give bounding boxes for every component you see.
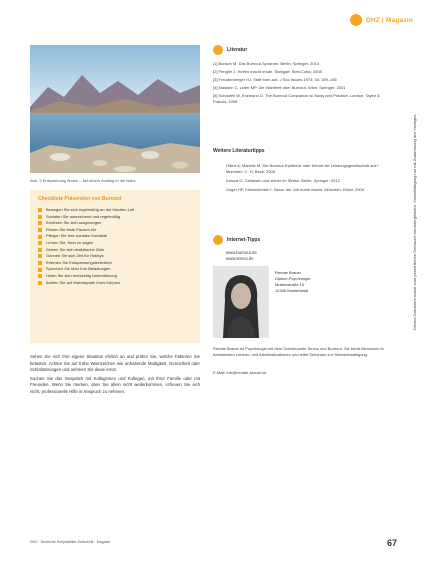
literature-heading: Literatur: [213, 45, 247, 55]
internet-links: [226, 250, 257, 262]
photo-caption: Abb. 2 Entspannung finden – bei einem Ausflug in die Natur: [30, 178, 136, 183]
literature-item: [2] Fengler J. Helfen macht müde. Stuttgart: Klett-Cotta; 2008: [213, 68, 322, 74]
literature-item: [1] Burisch M. Das Burnout-Syndrom. Berlin: Springer; 2014: [213, 61, 320, 66]
checkbox-icon: [38, 281, 42, 285]
more-literature-item: Kaluza G. Gelassen und sicher im Stress. Berlin: Springer; 2012: [226, 178, 340, 184]
checklist-item: Gönnen Sie sich Zeit für Hobbys: [38, 253, 192, 260]
literature-item: [4] Maslach C, Leiter MP. Die Wahrheit über Burnout. Wien: Springer; 2001: [213, 84, 346, 90]
checklist-item: Achten Sie auf Warnsignale Ihres Körpers: [38, 280, 192, 287]
checklist-item: Planen Sie feste Pausen ein: [38, 227, 192, 234]
web-link[interactable]: www.stress.de: [226, 256, 254, 261]
book-icon: [213, 45, 223, 55]
checklist-item: Lernen Sie, Nein zu sagen: [38, 240, 192, 247]
body-paragraph: Suchen Sie das Gespräch mit Kolleginnen und Kollegen, mit Ihrer Familie oder mit Freunden. Wenn Sie merken, dass Sie allein nicht weiterkommen, scheuen Sie sich nicht, professionelle Hilfe in Anspruch zu nehmen.: [30, 375, 200, 394]
checklist-item: Setzen Sie sich realistische Ziele: [38, 247, 192, 254]
checkbox-icon: [38, 261, 42, 265]
checklist-items: [38, 207, 192, 286]
burnout-checklist-box: [30, 190, 200, 343]
author-email[interactable]: E-Mail: info@renate-brauer.de: [213, 370, 267, 375]
author-bio: Renate Brauer ist Psychologin mit dem Schwerpunkt Stress und Burnout. Sie berät Menschen in belastenden Lebens- und Arbeitssituationen und leitet Seminare zur Stressbewältigung.: [213, 346, 384, 357]
author-address: Musterstraße 10: [275, 282, 305, 287]
checkbox-icon: [38, 268, 42, 272]
more-literature-list: [226, 163, 391, 197]
checkbox-icon: [38, 248, 42, 252]
author-role: Diplom-Psychologin: [275, 276, 311, 281]
magazine-title: DHZ | Magazin: [365, 16, 413, 24]
checkbox-icon: [38, 241, 42, 245]
author-name: Renate Brauer: [275, 270, 302, 275]
checklist-item: Erlernen Sie Entspannungstechniken: [38, 260, 192, 267]
landscape-photo: [30, 45, 200, 173]
lake-mountain-image: [30, 45, 200, 173]
more-literature-heading: Weitere Literaturtipps: [213, 148, 265, 154]
page-header: [350, 14, 413, 26]
checklist-item: Schlafen Sie ausreichend und regelmäßig: [38, 214, 192, 221]
more-literature-item: Unger HP, Kleinschmidt C. Bevor der Job krank macht. München: Kösel; 2006: [226, 187, 364, 193]
article-body: [30, 354, 200, 396]
checklist-item: Pflegen Sie Ihre sozialen Kontakte: [38, 233, 192, 240]
literature-item: [3] Freudenberger HJ. Staff burn-out. J Soc Issues 1974; 30: 159–165: [213, 76, 337, 82]
checklist-title: Checkliste Prävention von Burnout: [38, 196, 122, 202]
checkbox-icon: [38, 254, 42, 258]
checkbox-icon: [38, 235, 42, 239]
author-portrait: [213, 266, 269, 338]
literature-list: [213, 61, 388, 107]
checkbox-icon: [38, 221, 42, 225]
checklist-item: Holen Sie sich rechtzeitig Unterstützung: [38, 273, 192, 280]
globe-icon: [213, 235, 223, 245]
literature-item: [5] Schaufeli W, Enzmann D. The Burnout Companion to Study and Practice. London: Taylor & Francis; 1998: [213, 92, 380, 104]
page-footer: DHZ · Deutsche Heilpraktiker-Zeitschrift · Magazin: [30, 540, 111, 544]
copyright-side-note: Dieses Dokument wurde zum persönlichen Gebrauch heruntergeladen. Vervielfältigung nur mit Zustimmung des Verlages.: [412, 113, 417, 330]
author-photo: [213, 266, 269, 338]
author-city: 12345 Musterstadt: [275, 288, 309, 293]
checklist-item: Ernähren Sie sich ausgewogen: [38, 220, 192, 227]
internet-heading: Internet-Tipps: [213, 235, 260, 245]
web-link[interactable]: www.burnout.de: [226, 250, 257, 255]
checkbox-icon: [38, 215, 42, 219]
author-info: [275, 270, 395, 294]
checkbox-icon: [38, 208, 42, 212]
more-literature-item: Hillert A, Marwitz M. Die Burnout-Epidemie oder brennt die Leistungsgesellschaft aus? München: C. H. Beck; 2006: [226, 163, 379, 174]
checklist-item: Bewegen Sie sich regelmäßig an der frischen Luft: [38, 207, 192, 214]
magazine-logo-icon: [350, 14, 362, 26]
body-paragraph: Sehen Sie sich Ihre eigene Situation ehrlich an und prüfen Sie, welche Faktoren Sie belasten. Achten Sie auf frühe Warnzeichen wie anhaltende Müdigkeit, Gereiztheit oder Schlafstörungen und nehmen Sie diese ernst.: [30, 354, 200, 373]
checkbox-icon: [38, 274, 42, 278]
page-number: 67: [386, 538, 397, 548]
checklist-item: Sprechen Sie über Ihre Belastungen: [38, 266, 192, 273]
checkbox-icon: [38, 228, 42, 232]
